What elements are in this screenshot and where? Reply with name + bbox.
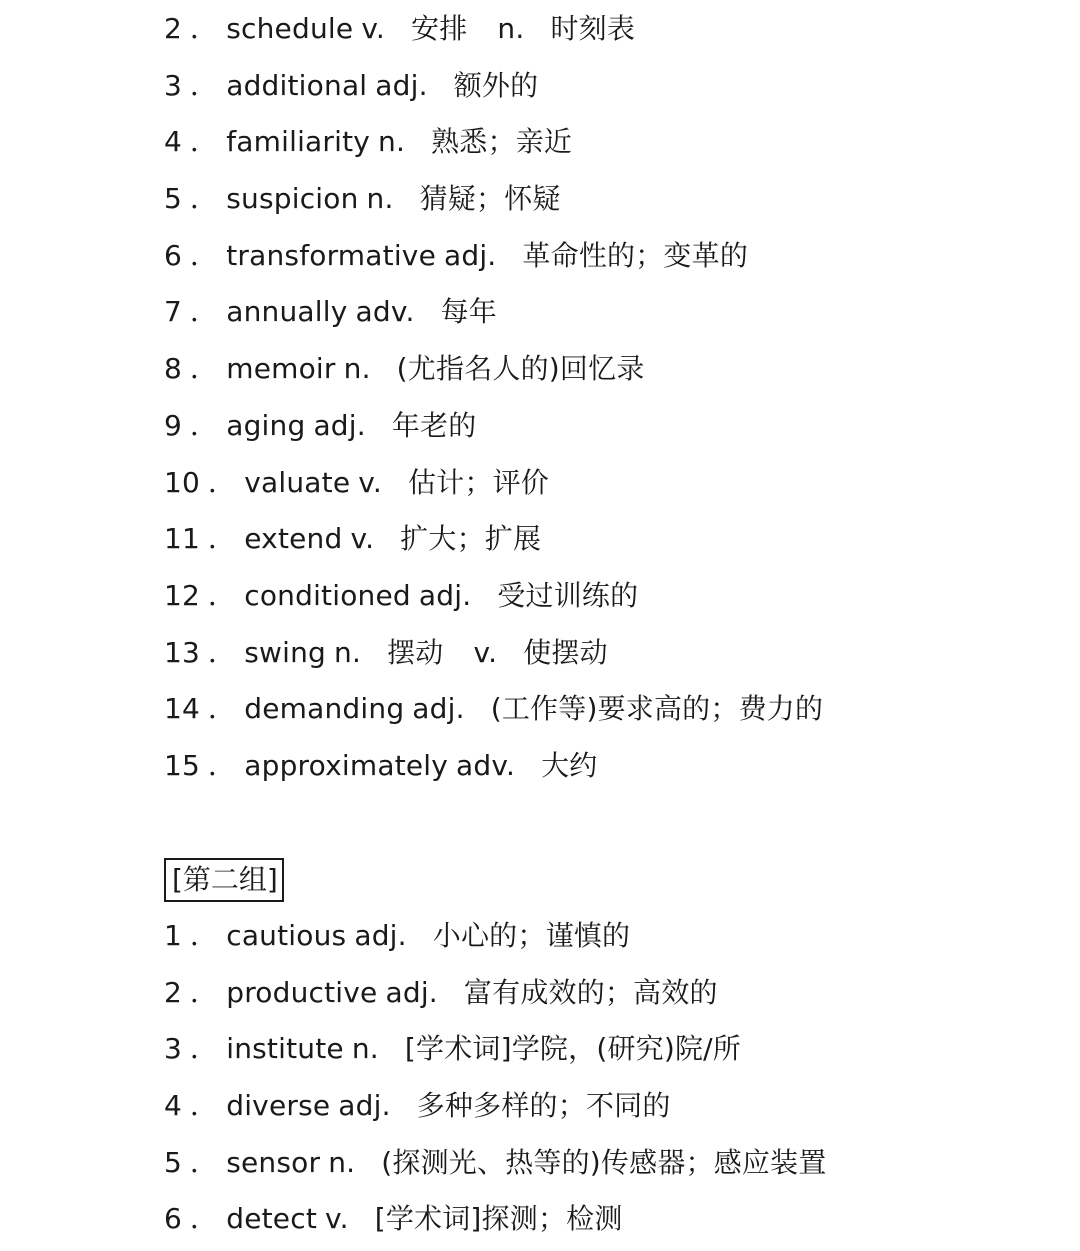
entry-separator: ．: [190, 352, 219, 386]
entry-part-of-speech-2: n.: [497, 12, 525, 45]
entry-part-of-speech: adv.: [355, 295, 415, 329]
entry-separator: ．: [190, 182, 219, 216]
entry-word: diverse: [226, 1089, 331, 1123]
entry-meaning-2: 时刻表: [550, 12, 636, 45]
vocab-entry: [164, 454, 823, 511]
entry-meaning: (工作等)要求高的；费力的: [490, 692, 824, 726]
entry-number: 3: [164, 1032, 183, 1066]
entry-number: 14: [164, 692, 201, 726]
entry-part-of-speech: n.: [334, 635, 362, 669]
entry-separator: ．: [190, 1032, 219, 1066]
entry-part-of-speech: v.: [358, 465, 382, 499]
vocab-entry: [164, 397, 823, 454]
vocab-entry: [164, 907, 827, 964]
entry-separator: ．: [190, 919, 219, 952]
entry-part-of-speech: n.: [378, 125, 406, 159]
entry-separator: ．: [190, 975, 219, 1009]
vocab-list-group-2: [164, 907, 827, 1247]
entry-separator: ．: [208, 692, 237, 726]
entry-part-of-speech: adj.: [418, 578, 472, 612]
entry-meaning: 摆动: [387, 635, 444, 669]
entry-meaning: 每年: [440, 295, 497, 329]
entry-word: valuate: [244, 465, 351, 499]
entry-meaning: 革命性的；变革的: [522, 238, 749, 272]
vocab-entry: [164, 340, 823, 397]
vocab-entry: [164, 1190, 827, 1247]
entry-word: annually: [226, 295, 348, 329]
entry-separator: ．: [190, 408, 219, 442]
entry-meaning: 受过训练的: [497, 578, 639, 612]
entry-word: institute: [226, 1032, 344, 1066]
entry-number: 4: [164, 1089, 183, 1123]
entry-part-of-speech: n.: [328, 1145, 356, 1179]
entry-part-of-speech: v.: [350, 522, 375, 556]
entry-meaning: [学术词]学院，(研究)院/所: [404, 1032, 742, 1066]
entry-part-of-speech: adj.: [354, 919, 407, 952]
entry-part-of-speech: v.: [361, 12, 386, 45]
entry-word: swing: [244, 635, 327, 669]
vocab-entry: [164, 1077, 827, 1134]
entry-part-of-speech: adj.: [375, 68, 428, 102]
entry-number: 4: [164, 125, 183, 159]
entry-separator: ．: [190, 12, 219, 45]
entry-separator: ．: [190, 1089, 219, 1123]
entry-part-of-speech: v.: [325, 1202, 349, 1236]
entry-word: memoir: [226, 352, 336, 386]
vocab-entry: [164, 567, 823, 624]
entry-word: cautious: [226, 919, 347, 952]
entry-separator: ．: [208, 748, 237, 782]
entry-word: productive: [226, 975, 378, 1009]
entry-meaning-2: 使摆动: [523, 635, 608, 669]
entry-number: 8: [164, 352, 183, 386]
vocab-entry: [164, 283, 823, 340]
entry-number: 13: [164, 635, 201, 669]
entry-number: 7: [164, 295, 183, 329]
entry-meaning: 富有成效的；高效的: [463, 975, 718, 1009]
entry-meaning: 安排: [411, 12, 468, 45]
entry-separator: ．: [190, 125, 219, 159]
vocab-entry: [164, 510, 823, 567]
entry-word: transformative: [226, 238, 436, 272]
entry-part-of-speech-2: v.: [473, 635, 498, 669]
vocab-entry: [164, 737, 823, 794]
entry-word: aging: [226, 408, 306, 442]
entry-number: 6: [164, 238, 183, 272]
entry-meaning: 估计；评价: [407, 465, 549, 499]
entry-word: additional: [226, 68, 368, 102]
entry-word: schedule: [226, 12, 354, 45]
entry-meaning: [学术词]探测；检测: [374, 1202, 623, 1236]
entry-number: 5: [164, 182, 183, 216]
entry-separator: ．: [208, 635, 237, 669]
entry-meaning: 额外的: [453, 68, 539, 102]
entry-word: extend: [244, 522, 343, 556]
entry-separator: ．: [208, 522, 237, 556]
entry-number: 6: [164, 1202, 183, 1236]
vocab-entry: [164, 113, 823, 170]
entry-meaning: 年老的: [391, 408, 477, 442]
entry-separator: ．: [190, 68, 219, 102]
group-2-header: [第二组]: [164, 858, 284, 902]
entry-part-of-speech: adv.: [456, 748, 516, 782]
vocab-entry: [164, 0, 823, 57]
vocab-entry: [164, 170, 823, 227]
entry-meaning: 小心的；谨慎的: [432, 919, 631, 952]
entry-number: 5: [164, 1145, 183, 1179]
entry-separator: ．: [208, 465, 237, 499]
entry-number: 3: [164, 68, 183, 102]
vocab-list-group-1: [164, 0, 823, 794]
vocab-entry: [164, 680, 823, 737]
entry-word: conditioned: [244, 578, 411, 612]
entry-separator: ．: [190, 1202, 219, 1236]
entry-part-of-speech: adj.: [338, 1089, 391, 1123]
entry-word: approximately: [244, 748, 449, 782]
entry-separator: ．: [190, 238, 219, 272]
entry-part-of-speech: adj.: [385, 975, 438, 1009]
entry-meaning: 熟悉；亲近: [431, 125, 573, 159]
entry-number: 10: [164, 465, 201, 499]
vocab-entry: [164, 964, 827, 1021]
entry-number: 9: [164, 408, 183, 442]
vocab-entry: [164, 624, 823, 681]
entry-separator: ．: [208, 578, 237, 612]
entry-number: 15: [164, 748, 201, 782]
entry-meaning: 猜疑；怀疑: [419, 182, 561, 216]
entry-part-of-speech: n.: [343, 352, 371, 386]
entry-number: 12: [164, 578, 201, 612]
vocab-entry: [164, 57, 823, 114]
entry-number: 2: [164, 975, 183, 1009]
entry-meaning: 扩大；扩展: [400, 522, 542, 556]
entry-meaning: 大约: [541, 748, 598, 782]
entry-part-of-speech: n.: [351, 1032, 379, 1066]
entry-number: 2: [164, 12, 183, 45]
entry-meaning: (尤指名人的)回忆录: [396, 352, 645, 386]
entry-word: demanding: [244, 692, 405, 726]
vocab-entry: [164, 1134, 827, 1191]
entry-meaning: (探测光、热等的)传感器；感应装置: [381, 1145, 827, 1179]
entry-word: familiarity: [226, 125, 371, 159]
vocab-entry: [164, 1020, 827, 1077]
entry-number: 1: [164, 919, 183, 952]
entry-separator: ．: [190, 1145, 219, 1179]
entry-separator: ．: [190, 295, 219, 329]
entry-word: sensor: [226, 1145, 321, 1179]
entry-part-of-speech: n.: [366, 182, 394, 216]
entry-number: 11: [164, 522, 201, 556]
entry-meaning: 多种多样的；不同的: [416, 1089, 671, 1123]
entry-part-of-speech: adj.: [313, 408, 366, 442]
entry-part-of-speech: adj.: [412, 692, 465, 726]
entry-part-of-speech: adj.: [444, 238, 497, 272]
entry-word: suspicion: [226, 182, 359, 216]
vocab-entry: [164, 227, 823, 284]
entry-word: detect: [226, 1202, 317, 1236]
